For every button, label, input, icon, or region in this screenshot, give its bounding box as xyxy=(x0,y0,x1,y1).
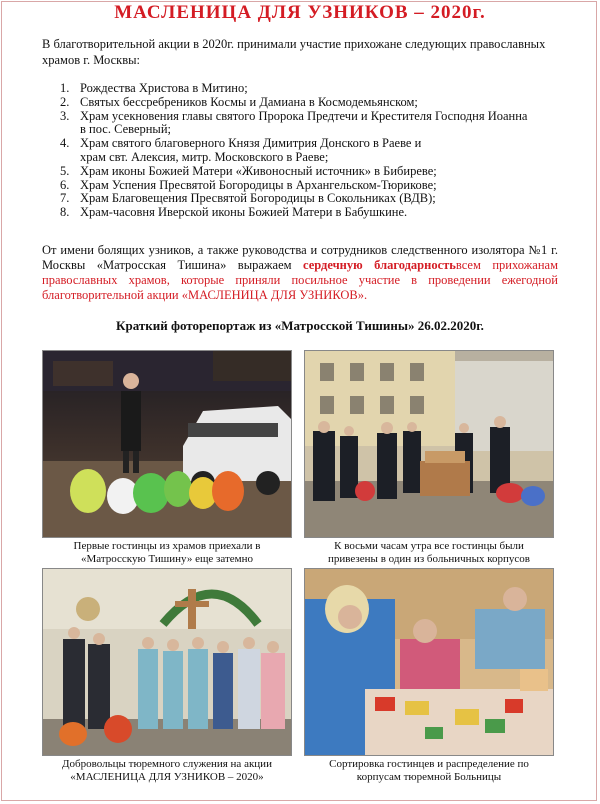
list-item: 3. Храм усекновения главы святого Пророка Предтечи и Крестителя Господня Иоанна в пос. Северный; xyxy=(60,108,528,137)
list-item: 4. Храм святого благоверного Князя Димитрия Донского в Раеве и храм свт. Алексия, митр. Московского в Раеве; xyxy=(60,136,422,164)
photo-courtyard-delivery xyxy=(304,350,554,538)
photo-sorting-gifts xyxy=(304,568,554,756)
photo-night-arrival xyxy=(42,350,292,538)
list-item: 8. Храм-часовня Иверской иконы Божией Матери в Бабушкине. xyxy=(60,205,408,220)
caption-photo-2: К восьми часам утра все гостинцы были привезены в один из больничных корпусов xyxy=(328,540,530,565)
list-item: 5. Храм иконы Божией Матери «Живоносный источник» в Бибиреве; xyxy=(60,163,437,178)
list-item: 1. Рождества Христова в Митино; xyxy=(60,81,248,95)
photo-volunteers-group xyxy=(42,568,292,756)
list-item: 6. Храм Успения Пресвятой Богородицы в Архангельском-Тюрикове; xyxy=(60,177,437,192)
gratitude-highlight: сердечную благодарность xyxy=(303,258,456,272)
caption-photo-3: Добровольцы тюремного служения на акции «МАСЛЕНИЦА ДЛЯ УЗНИКОВ – 2020» xyxy=(62,758,272,783)
page-title: МАСЛЕНИЦА ДЛЯ УЗНИКОВ – 2020г. xyxy=(114,2,486,23)
list-item: 7. Храм Благовещения Пресвятой Богородицы в Сокольниках (ВДВ); xyxy=(60,191,436,206)
church-list xyxy=(42,82,562,220)
caption-photo-1: Первые гостинцы из храмов приехали в «Матросскую Тишину» еще затемно xyxy=(73,540,261,565)
intro-paragraph: В благотворительной акции в 2020г. принимали участие прихожане следующих православных храмов г. Москвы: xyxy=(42,37,546,67)
photo-report-heading: Краткий фоторепортаж из «Матросской Тишины» 26.02.2020г. xyxy=(116,318,484,333)
list-item: 2. Святых бессребреников Космы и Дамиана в Космодемьянском; xyxy=(60,94,418,109)
caption-photo-4: Сортировка гостинцев и распределение по корпусам тюремной Больницы xyxy=(329,758,529,783)
thanks-paragraph: От имени болящих узников, а также руководства и сотрудников следственного изолятора №1 г. Москвы «Матросская Тишина» выражаем сердечную благодарностьвсем прихожанам православных храмов, которые приняли посильное участие в проведении ежегодной благотворительной акции «МАСЛЕНИЦА ДЛЯ УЗНИКОВ». xyxy=(42,243,559,302)
